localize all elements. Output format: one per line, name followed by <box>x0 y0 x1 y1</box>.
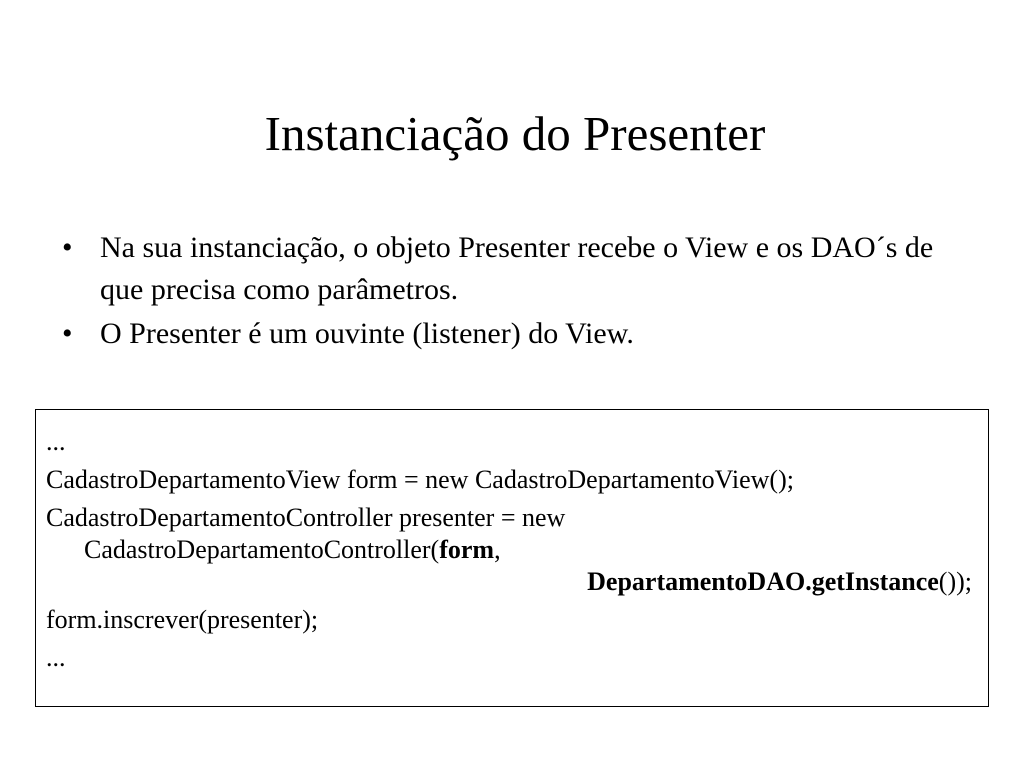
code-line: form.inscrever(presenter); <box>46 605 319 634</box>
code-text: CadastroDepartamentoController( <box>84 535 440 564</box>
bullet-item <box>62 313 962 355</box>
code-text-bold: form <box>439 535 495 564</box>
code-line: ... <box>46 643 66 672</box>
bullet-list <box>62 227 962 357</box>
code-line: CadastroDepartamentoView form = new CadastroDepartamentoView(); <box>46 465 794 494</box>
code-line: ... <box>46 427 66 456</box>
bullet-item <box>62 227 962 311</box>
code-box <box>35 409 989 707</box>
code-text: , <box>494 535 501 564</box>
code-line <box>46 566 978 598</box>
bullet-text: Na sua instanciação, o objeto Presenter recebe o View e os DAO´s de que precisa como parâmetros. <box>100 231 934 306</box>
code-statement <box>46 502 978 598</box>
bullet-dot-icon: • <box>62 317 73 350</box>
bullet-text: O Presenter é um ouvinte (listener) do View. <box>100 317 634 350</box>
code-line: CadastroDepartamentoController presenter = new <box>46 503 566 532</box>
bullet-dot-icon: • <box>62 231 73 264</box>
code-line <box>46 534 978 566</box>
slide-title: Instanciação do Presenter <box>264 106 766 161</box>
code-text-bold: DepartamentoDAO.getInstance <box>587 567 939 596</box>
code-text: ()); <box>938 567 972 596</box>
